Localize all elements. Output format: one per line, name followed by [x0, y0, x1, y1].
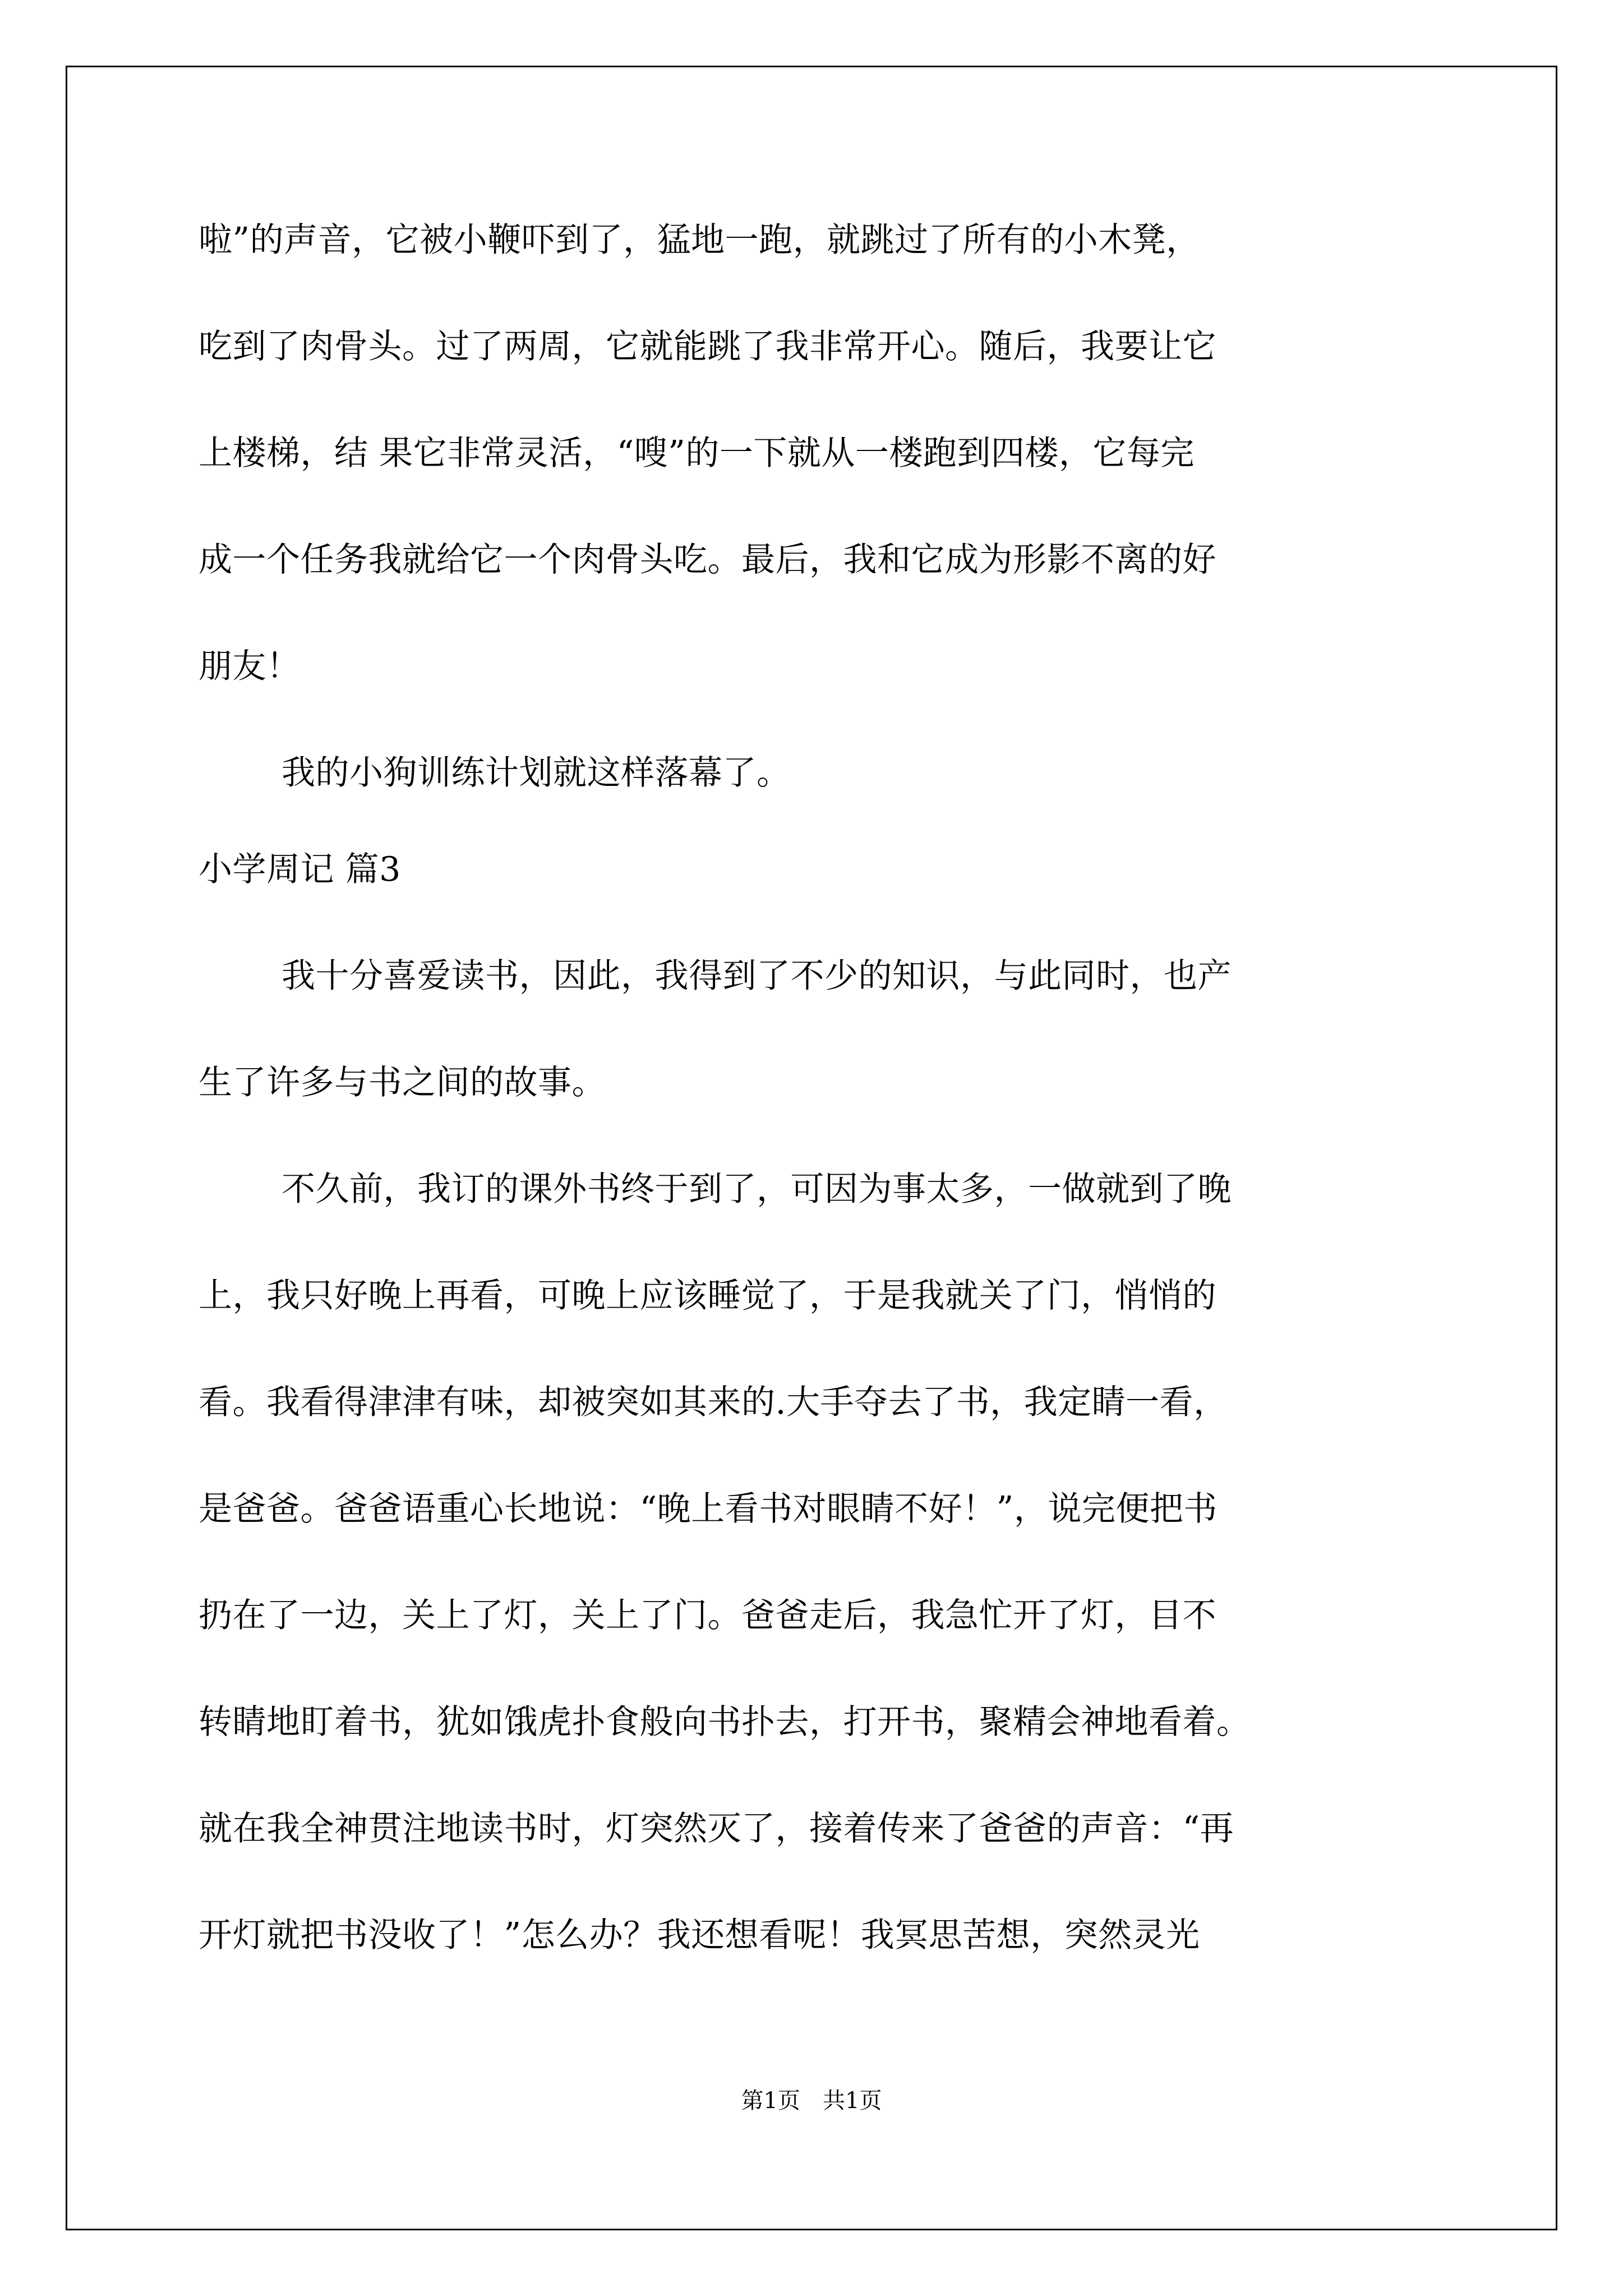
body-text-line: 开灯就把书没收了！”怎么办？我还想看呢！我冥思苦想，突然灵光	[199, 1916, 1200, 1955]
page-total: 共1页	[823, 2088, 882, 2114]
body-text-line: 吃到了肉骨头。过了两周，它就能跳了我非常开心。随后，我要让它	[199, 327, 1216, 366]
page-border	[66, 66, 1557, 2230]
body-text-line: 扔在了一边，关上了灯，关上了门。爸爸走后，我急忙开了灯，目不	[199, 1596, 1216, 1635]
body-text-line: 不久前，我订的课外书终于到了，可因为事太多，一做就到了晚	[282, 1170, 1232, 1209]
body-text-line: 啦”的声音，它被小鞭吓到了，猛地一跑，就跳过了所有的小木凳，	[199, 220, 1200, 260]
body-text-line: 转睛地盯着书，犹如饿虎扑食般向书扑去，打开书，聚精会神地看着。	[199, 1703, 1251, 1742]
body-text-line: 朋友！	[199, 647, 301, 686]
page-number: 第1页	[741, 2088, 800, 2114]
body-text-line: 上楼梯，结 果它非常灵活，“嗖”的一下就从一楼跑到四楼，它每完	[199, 434, 1195, 473]
body-text-line: 就在我全神贯注地读书时，灯突然灭了，接着传来了爸爸的声音：“再	[199, 1809, 1234, 1848]
body-text-line: 生了许多与书之间的故事。	[199, 1063, 606, 1102]
body-text-line: 我十分喜爱读书，因此，我得到了不少的知识，与此同时，也产	[282, 956, 1232, 996]
body-text-line: 看。我看得津津有味，却被突如其来的.大手夺去了书，我定睛一看，	[199, 1383, 1228, 1422]
body-text-line: 上，我只好晚上再看，可晚上应该睡觉了，于是我就关了门，悄悄的	[199, 1276, 1216, 1315]
body-text-line: 成一个任务我就给它一个肉骨头吃。最后，我和它成为形影不离的好	[199, 540, 1216, 579]
section-heading: 小学周记 篇3	[199, 850, 401, 889]
body-text-line: 是爸爸。爸爸语重心长地说：“晚上看书对眼睛不好！”，说完便把书	[199, 1489, 1218, 1529]
page-footer	[0, 2087, 1623, 2115]
body-text-line: 我的小狗训练计划就这样落幕了。	[282, 753, 791, 793]
